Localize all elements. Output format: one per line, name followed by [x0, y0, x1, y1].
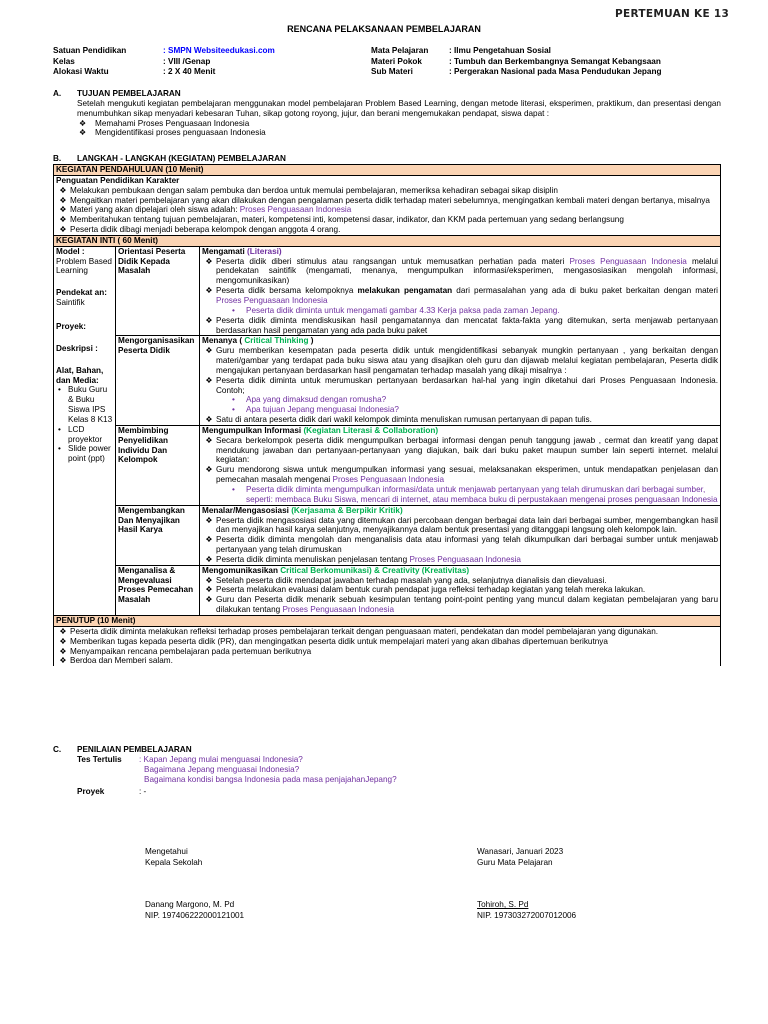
- info-label: Satuan Pendidikan: [53, 46, 127, 55]
- step-item: Guru memberikan kesempatan pada peserta didik untuk mengidentifikasi sebanyak mungkin pertanyaan , yang berkaitan dengan materi/gambar yang terdapat pada buku siswa atau yang disajikan oleh guru dan dijawab melalui kegiatan pembelajaran, Peserta didik mengajukan pertanyaan berdasarkan hasil pengamatan terhadap masalah yang dikaji misalnya :: [216, 346, 718, 375]
- diamond-bullet-icon: ❖: [79, 128, 87, 138]
- round-bullet-icon: •: [232, 305, 235, 315]
- closing-item: Peserta didik diminta melakukan refleksi terhadap proses pembelajaran terkait dengan penguasaan materi, pendekatan dan model pembelajaran yang digunakan.: [70, 626, 659, 636]
- sign-role: Kepala Sekolah: [145, 857, 203, 867]
- info-value: : 2 X 40 Menit: [163, 67, 216, 76]
- sign-name: Tohiroh, S. Pd: [477, 900, 529, 909]
- diamond-bullet-icon: ❖: [205, 435, 213, 445]
- round-bullet-icon: •: [232, 395, 235, 405]
- diamond-bullet-icon: ❖: [205, 315, 213, 325]
- step-item-tail: dari permasalahan yang ada di buku paket berkaitan dengan materi: [452, 286, 718, 296]
- section-title: PENILAIAN PEMBELAJARAN: [77, 745, 192, 754]
- section-number: B.: [53, 154, 62, 163]
- model-column: [54, 246, 116, 615]
- step-content: [200, 425, 721, 505]
- test-question: Bagaimana Jepang menguasai Indonesia?: [144, 764, 300, 774]
- proyek-label: Proyek: [77, 787, 105, 797]
- diamond-bullet-icon: ❖: [205, 515, 213, 525]
- diamond-bullet-icon: ❖: [59, 205, 67, 215]
- step-item: Setelah peserta didik mendapat jawaban terhadap masalah yang ada, selanjutnya dianalisis dan dievaluasi.: [216, 575, 607, 585]
- info-value: : Ilmu Pengetahuan Sosial: [449, 46, 551, 55]
- phase-label: Orientasi Peserta Didik Kepada Masalah: [116, 246, 200, 336]
- info-value: : VIII /Genap: [163, 56, 211, 66]
- step-item: Guru dan Peserta didik menarik sebuah kesimpulan tentang point-point penting yang muncul dalam kegiatan pembelajaran yang baru dilakukan tentang: [216, 595, 718, 615]
- activities-table: [53, 164, 721, 666]
- step-tag: Critical Berkomunikasi) & Creativity (Kreativitas): [280, 565, 470, 575]
- step-item: Peserta didik mengasosiasi data yang ditemukan dari percobaan dengan berbagai data lain dari berbagai sumber, mengembangkan hasil dan menyajikan hasil karya selanjutnya, menyajikannya dalam bentuk presentasi yang ditanggapi langsung oleh kelompok lain.: [216, 515, 718, 535]
- step-head: Mengamati: [202, 246, 245, 256]
- diamond-bullet-icon: ❖: [205, 595, 213, 605]
- info-label: Kelas: [53, 56, 75, 66]
- round-bullet-icon: •: [58, 444, 61, 454]
- alat-label: Alat, Bahan, dan Media:: [56, 365, 104, 385]
- step-item: Peserta didik diminta mendiskusikan hasil pengamatannya dan mencatat fakta-fakta yang ditemukan, serta menjawab pertanyaan berdasarkan hasil pengamatan yang ada pada buku paket: [216, 315, 718, 335]
- penutup-body: [54, 626, 721, 666]
- section-title: TUJUAN PEMBELAJARAN: [77, 89, 181, 98]
- step-head: Menalar/Mengasosiasi: [202, 505, 289, 515]
- pendekatan-value: Saintifik: [56, 298, 85, 308]
- alat-item: LCD proyektor: [68, 424, 103, 444]
- diamond-bullet-icon: ❖: [59, 195, 67, 205]
- phase-label: Mengorganisasikan Peserta Didik: [116, 336, 200, 426]
- sub-item: Peserta didik diminta mengumpulkan informasi/data untuk menjawab pertanyaan yang telah dirumuskan dari berbagai sumber, seperti: membaca Buku Siswa, mencari di internet, atau membaca buku di perpustakaan mengenai proses penguasaan Indonesia: [246, 485, 718, 504]
- step-item-bold: melakukan pengamatan: [357, 286, 453, 296]
- step-content: [200, 246, 721, 336]
- step-item: Peserta melakukan evaluasi dalam bentuk curah pendapat juga refleksi terhadap kegiatan yang telah mereka lakukan.: [216, 585, 646, 595]
- section-c: [53, 745, 721, 797]
- pendahuluan-header: KEGIATAN PENDAHULUAN (10 Menit): [54, 165, 721, 176]
- model-value: Problem Based Learning: [56, 256, 112, 276]
- materi-highlight: Proses Penguasaan Indonesia: [239, 205, 352, 215]
- diamond-bullet-icon: ❖: [59, 656, 67, 666]
- step-head: Mengumpulkan Informasi: [202, 425, 302, 435]
- step-tag: (Kerjasama & Berpikir Kritik): [291, 505, 403, 515]
- section-b-heading: [53, 154, 286, 164]
- step-item: Peserta didik diminta menuliskan penjelasan tentang: [216, 554, 410, 564]
- signature-left: [145, 847, 244, 921]
- round-bullet-icon: •: [232, 485, 235, 494]
- diamond-bullet-icon: ❖: [59, 225, 67, 235]
- diamond-bullet-icon: ❖: [79, 118, 87, 128]
- meeting-label: PERTEMUAN KE 13: [615, 8, 730, 20]
- step-content: [200, 505, 721, 565]
- goal-item: Mengidentifikasi proses penguasaan Indonesia: [95, 128, 266, 138]
- sign-nip: NIP. 197303272007012006: [477, 910, 577, 920]
- diamond-bullet-icon: ❖: [205, 375, 213, 385]
- activity-item: Melakukan pembukaan dengan salam pembuka dan berdoa untuk memulai pembelajaran, memeriksa kehadiran sebagai sikap disiplin: [70, 185, 558, 195]
- closing-item: Memberikan tugas kepada peserta didik (PR), dan mengingatkan peserta didik untuk mempelajari materi yang akan dibahas dipertemuan berikutnya: [70, 636, 608, 646]
- goal-item: Memahami Proses Penguasaan Indonesia: [95, 118, 250, 128]
- pendekatan-label: Pendekat an:: [56, 288, 107, 298]
- info-value: : Tumbuh dan Berkembangnya Semangat Kebangsaan: [449, 56, 661, 66]
- info-label: Materi Pokok: [371, 56, 422, 66]
- phase-label: Mengembangkan Dan Menyajikan Hasil Karya: [116, 505, 200, 565]
- materi-highlight: Proses Penguasaan Indonesia: [332, 475, 445, 485]
- sign-line: Mengetahui: [145, 847, 188, 856]
- test-question: Bagaimana kondisi bangsa Indonesia pada masa penjajahanJepang?: [144, 774, 397, 784]
- diamond-bullet-icon: ❖: [205, 286, 213, 296]
- info-label: Alokasi Waktu: [53, 67, 109, 76]
- diamond-bullet-icon: ❖: [59, 636, 67, 646]
- section-number: A.: [53, 89, 62, 98]
- sign-nip: NIP. 197406222000121001: [145, 910, 245, 920]
- step-item: Guru mendorong siswa untuk mengumpulkan informasi yang sesuai, melaksanakan eksperimen, untuk mendapatkan penjelasan dan pemecahan masalah mengenai: [216, 465, 718, 485]
- info-block: [53, 46, 713, 78]
- model-label: Model :: [56, 246, 85, 256]
- sign-name: Danang Margono, M. Pd: [145, 900, 235, 909]
- step-item: Peserta didik bersama kelompoknya: [216, 286, 358, 296]
- sign-role: Guru Mata Pelajaran: [477, 857, 553, 867]
- closing-item: Berdoa dan Memberi salam.: [70, 656, 173, 666]
- diamond-bullet-icon: ❖: [205, 535, 213, 545]
- inti-header: KEGIATAN INTI ( 60 Menit): [54, 235, 721, 246]
- diamond-bullet-icon: ❖: [59, 626, 67, 636]
- step-item: Satu di antara peserta didik dari wakil kelompok diminta menuliskan rumusan pertanyaan di papan tulis.: [216, 415, 592, 425]
- section-title: LANGKAH - LANGKAH (KEGIATAN) PEMBELAJARAN: [77, 154, 286, 163]
- info-label: Sub Materi: [371, 67, 413, 76]
- alat-item: Slide power point (ppt): [68, 444, 111, 464]
- info-label: Mata Pelajaran: [371, 46, 429, 55]
- penutup-header: PENUTUP (10 Menit): [54, 615, 721, 626]
- diamond-bullet-icon: ❖: [205, 575, 213, 585]
- step-item-tail: melalui pendekatan saintifik (mengamati, menanya, mengumpulkan informasi/eksperimen, mengasosiasikan mengolah informasi, mengomunikasikan): [216, 256, 718, 286]
- phase-label: Membimbing Penyelidikan Individu Dan Kelompok: [116, 425, 200, 505]
- school-link[interactable]: : SMPN Websiteedukasi.com: [163, 46, 275, 55]
- activity-item: Materi yang akan dipelajari oleh siswa adalah:: [70, 205, 240, 215]
- info-value: : Pergerakan Nasional pada Masa Pendudukan Jepang: [449, 67, 662, 76]
- step-content: Menanya ( Critical Thinking ) ❖ Guru memberikan kesempatan pada peserta didik untuk mengidentifikasi sebanyak mungkin pertanyaan , yang berkaitan dengan materi/gambar yang terdapat pada buku siswa atau yang disajikan oleh guru dan dijawab melalui kegiatan pembelajaran, Peserta didik mengajukan pertanyaan berdasarkan hasil pengamatan terhadap masalah yang dikaji misalnya : ❖ Peserta didik diminta untuk merumuskan pertanyaan berdasarkan hal-hal yang ingin diketahui dari Proses Penguasaan Indonesia. Contoh; • Apa yang dimaksud dengan romusha? • Apa tujuan Jepang menguasai Indonesia? ❖ Satu di antara peserta didik dari wakil kelompok diminta menuliskan rumusan pertanyaan di papan tulis.: [200, 336, 721, 426]
- step-tag: (Kegiatan Literasi & Collaboration): [303, 425, 439, 435]
- step-tag: Critical Thinking: [244, 336, 309, 346]
- signature-right: [477, 847, 576, 921]
- diamond-bullet-icon: ❖: [205, 465, 213, 475]
- step-item: Peserta didik diberi stimulus atau rangsangan untuk memusatkan perhatian pada materi: [216, 256, 570, 266]
- activity-item: Memberitahukan tentang tujuan pembelajaran, materi, kompetensi inti, kompetensi dasar, indikator, dan KKM pada pertemuan yang sedang berlangsung: [70, 215, 624, 225]
- step-item: Peserta didik diminta mengolah dan menganalisis data atau informasi yang telah dikumpulkan dari berbagai sumber untuk menjawab pertanyaan yang telah dirumuskan: [216, 535, 718, 555]
- diamond-bullet-icon: ❖: [205, 415, 213, 425]
- tes-label: Tes Tertulis: [77, 754, 122, 764]
- test-question: : Kapan Jepang mulai menguasai Indonesia?: [139, 754, 303, 764]
- step-item: Secara berkelompok peserta didik mengumpulkan berbagai informasi dengan penuh tanggung jawab , cermat dan kreatif yang dapat mendukung jawaban dan pertanyaan-pertanyaan yang diajukan, baik dari buku paket maupun sumber lain seperti internet. melalui kegiatan:: [216, 435, 718, 465]
- diamond-bullet-icon: ❖: [59, 215, 67, 225]
- diamond-bullet-icon: ❖: [59, 185, 67, 195]
- proyek-value: : -: [139, 787, 147, 797]
- diamond-bullet-icon: ❖: [59, 646, 67, 656]
- activity-item: Mengaitkan materi pembelajaran yang akan dilakukan dengan pengalaman peserta didik terhadap materi sebelumnya, mengingatkan kembali materi dengan bertanya, misalnya: [70, 195, 710, 205]
- document-title: RENCANA PELAKSANAAN PEMBELAJARAN: [287, 24, 481, 34]
- alat-item: Buku Guru & Buku Siswa IPS Kelas 8 K13: [68, 385, 113, 424]
- materi-highlight: Proses Penguasaan Indonesia: [282, 605, 394, 615]
- closing-item: Menyampaikan rencana pembelajaran pada pertemuan berikutnya: [70, 646, 312, 656]
- materi-highlight: Proses Penguasaan Indonesia: [569, 256, 687, 266]
- round-bullet-icon: •: [232, 405, 235, 415]
- step-tag: (Literasi): [247, 246, 282, 256]
- diamond-bullet-icon: ❖: [205, 346, 213, 356]
- sub-item: Apa tujuan Jepang menguasai Indonesia?: [246, 405, 399, 415]
- step-head: Mengomunikasikan: [202, 565, 278, 575]
- sub-item: Apa yang dimaksud dengan romusha?: [246, 395, 387, 405]
- materi-highlight: Proses Penguasaan Indonesia: [409, 554, 521, 564]
- proyek-label: Proyek:: [56, 321, 87, 331]
- section-number: C.: [53, 745, 62, 754]
- deskripsi-label: Deskripsi :: [56, 343, 98, 353]
- pendahuluan-body: [54, 175, 721, 235]
- round-bullet-icon: •: [58, 385, 61, 395]
- materi-highlight: Proses Penguasaan Indonesia: [216, 295, 328, 305]
- diamond-bullet-icon: ❖: [205, 554, 213, 564]
- step-content: [200, 565, 721, 615]
- pendahuluan-subtitle: Penguatan Pendidikan Karakter: [56, 175, 180, 185]
- section-intro: Setelah mengukuti kegiatan pembelajaran menggunakan model pembelajaran Problem Based Learning, dengan metode literasi, eksperimen, praktikum, dan presentasi dengan menumbuhkan sikap menyadari kebesaran Tuhan, sikap gotong royong, jujur, dan berani mengemukakan pendapat, siswa dapat :: [77, 98, 721, 118]
- diamond-bullet-icon: ❖: [205, 256, 213, 266]
- step-head: Menanya: [202, 336, 238, 346]
- section-a: [53, 89, 721, 138]
- phase-label: Menganalisa & Mengevaluasi Proses Pemecahan Masalah: [116, 565, 200, 615]
- diamond-bullet-icon: ❖: [205, 585, 213, 595]
- sub-item: Peserta didik diminta untuk mengamati gambar 4.33 Kerja paksa pada zaman Jepang.: [246, 305, 560, 315]
- activity-item: Peserta didik dibagi menjadi beberapa kelompok dengan anggota 4 orang.: [70, 225, 341, 235]
- round-bullet-icon: •: [58, 424, 61, 434]
- sign-line: Wanasari, Januari 2023: [477, 847, 564, 856]
- step-item: Peserta didik diminta untuk merumuskan pertanyaan berdasarkan hal-hal yang ingin diketahui dari Proses Penguasaan Indonesia. Contoh;: [216, 375, 718, 395]
